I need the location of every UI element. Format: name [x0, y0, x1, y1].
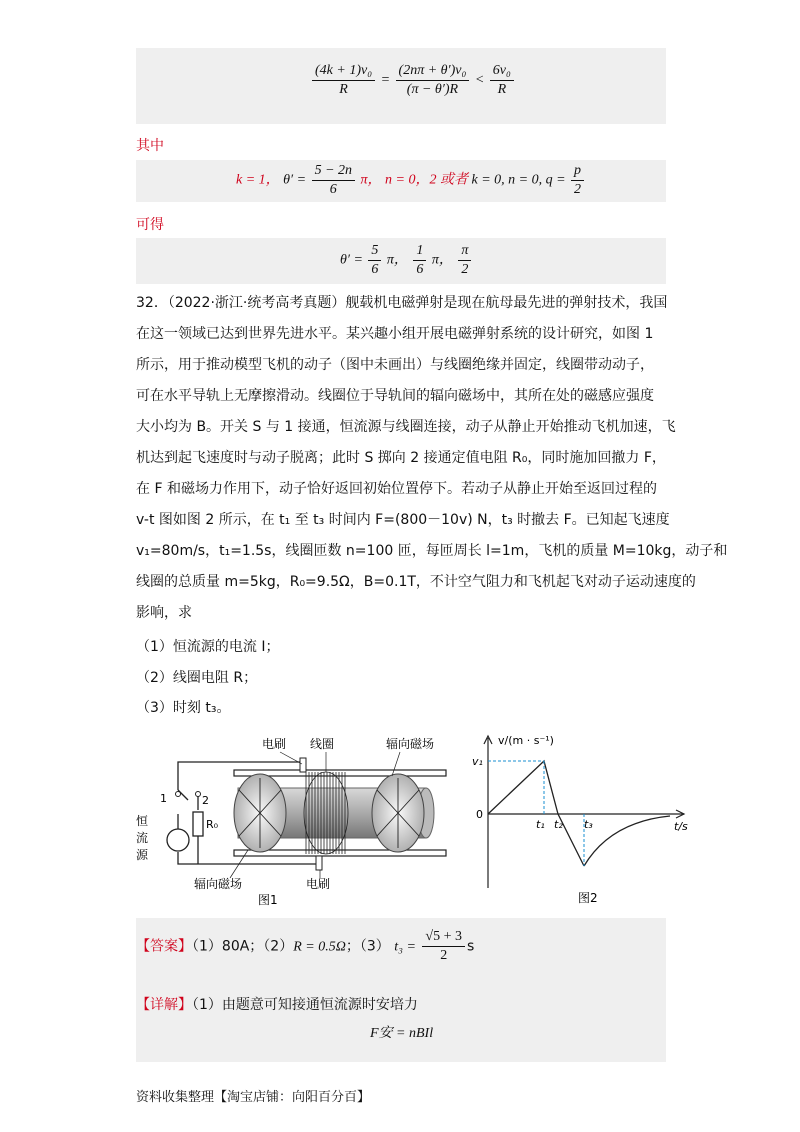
fraction: $\frac{5 - 2n}{6}$: [312, 162, 355, 199]
x-axis-label: t/s: [674, 820, 688, 833]
subquestion-2: （2）线圈电阻 R；: [136, 670, 258, 686]
radial-field-right: [372, 774, 424, 852]
fraction: $\frac{\text{(4k + 1)v₀}}{R}$: [312, 62, 375, 99]
brush-bottom: [316, 856, 322, 870]
fraction: $\frac{√5 + 3}{2}$: [422, 928, 465, 965]
svg-text:源: 源: [136, 848, 149, 862]
question-line: 机达到起飞速度时与动子脱离；此时 S 掷向 2 接通定值电阻 R₀，同时施加回撤力 F，: [136, 450, 666, 466]
question-line: 可在水平导轨上无摩擦滑动。线圈位于导轨间的辐向磁场中，其所在处的磁感应强度: [136, 388, 654, 404]
current-source-label: [136, 813, 149, 862]
figure-2-caption: 图2: [578, 891, 598, 905]
explain-tag: 【详解】: [136, 997, 192, 1013]
question-line: 大小均为 B。开关 S 与 1 接通，恒流源与线圈连接，动子从静止开始推动飞机加速，飞: [136, 419, 676, 435]
footer-text: 资料收集整理【淘宝店铺：向阳百分百】: [136, 1090, 371, 1105]
question-line: v₁=80m/s，t₁=1.5s，线圈匝数 n=100 匝，每匝周长 l=1m，飞机的质量 M=10kg，动子和: [136, 543, 728, 559]
svg-text:恒: 恒: [136, 814, 149, 828]
figure-1-diagram: [130, 732, 460, 912]
svg-text:流: 流: [136, 831, 149, 845]
vt-curve-decay: [584, 816, 670, 866]
subquestion-3: （3）时刻 t₃。: [136, 700, 231, 716]
label-radial-bottom: 辐向磁场: [194, 877, 243, 891]
figure-1-caption: 图1: [258, 893, 278, 907]
question-line: 在这一领域已达到世界先进水平。某兴趣小组开展电磁弹射系统的设计研究，如图 1: [136, 326, 654, 342]
formula-3: θ′ = $\frac{5}{6}$ π， $\frac{1}{6}$ π， $\frac{\pi}{2}$: [340, 242, 473, 279]
question-line: 线圈的总质量 m=5kg，R₀=9.5Ω，B=0.1T，不计空气阻力和飞机起飞对动子运动速度的: [136, 574, 696, 590]
answer-line: 【答案】（1）80A；（2）R = 0.5Ω；（3） t₃ = $\frac{√5 + 3}{2}$ s: [136, 929, 475, 963]
y-axis-label: v/(m · s⁻¹): [498, 734, 554, 747]
t2-label: t₂: [554, 818, 563, 831]
question-line: 32．（2022·浙江·统考高考真题）舰载机电磁弹射是现在航母最先进的弹射技术，我国: [136, 295, 668, 311]
switch-2-label: 2: [202, 794, 209, 807]
answer-tag: 【答案】: [136, 938, 192, 955]
switch-contact-1: [176, 792, 181, 797]
label-brush-bottom: 电刷: [306, 877, 331, 891]
radial-field-left: [234, 774, 286, 852]
question-paragraph: [136, 288, 728, 629]
label-radial-top: 辐向磁场: [386, 737, 435, 751]
fraction: $\frac{\pi}{2}$: [458, 242, 471, 279]
label-kede: 可得: [136, 217, 164, 233]
fraction: $\frac{\text{(2nπ + θ′)v₀}}{(\pi - \theta')R}$: [396, 62, 470, 99]
resistor-r0: [193, 812, 203, 836]
explain-formula: F安 = nBIl: [370, 1026, 434, 1041]
explain-line: 【详解】（1）由题意可知接通恒流源时安培力: [136, 997, 418, 1013]
formula-1: $\frac{\text{(4k + 1)v₀}}{R}$ = $\frac{\text{(2nπ + θ′)v₀}}{(\pi - \theta')R}$ < $\frac{\text{6v₀}}{R}$: [310, 62, 516, 99]
current-source: [167, 829, 189, 851]
brush-top: [300, 758, 306, 772]
question-line: v-t 图如图 2 所示，在 t₁ 至 t₃ 时间内 F=(800－10v) N，t₃ 时撤去 F。已知起飞速度: [136, 512, 670, 528]
t3-label: t₃: [584, 818, 593, 831]
label-coil: 线圈: [310, 737, 335, 751]
question-line: 在 F 和磁场力作用下，动子恰好返回初始位置停下。若动子从静止开始至返回过程的: [136, 481, 657, 497]
subquestion-1: （1）恒流源的电流 I；: [136, 639, 280, 655]
label-brush-top: 电刷: [262, 737, 287, 751]
fraction: $\frac{\text{6v₀}}{R}$: [490, 62, 514, 99]
question-line: 影响，求: [136, 605, 192, 621]
origin-label: 0: [476, 808, 483, 821]
fraction: $\frac{5}{6}$: [368, 242, 381, 279]
t1-label: t₁: [536, 818, 545, 831]
v1-label: v₁: [472, 755, 483, 768]
resistor-label: R₀: [206, 818, 219, 831]
formula-2: k = 1， θ′ = $\frac{5 - 2n}{6}$ π， n = 0，2 或者 k = 0, n = 0, q = $\frac{p}{2}$: [236, 162, 586, 199]
fraction: $\frac{1}{6}$: [413, 242, 426, 279]
switch-1-label: 1: [160, 792, 167, 805]
question-line: 所示，用于推动模型飞机的动子（图中未画出）与线圈绝缘并固定，线圈带动动子，: [136, 357, 654, 373]
fraction: $\frac{p}{2}$: [571, 162, 584, 199]
label-qizhong: 其中: [136, 138, 164, 154]
switch-contact-2: [196, 792, 201, 797]
figure-2-vt-graph: [470, 730, 690, 906]
